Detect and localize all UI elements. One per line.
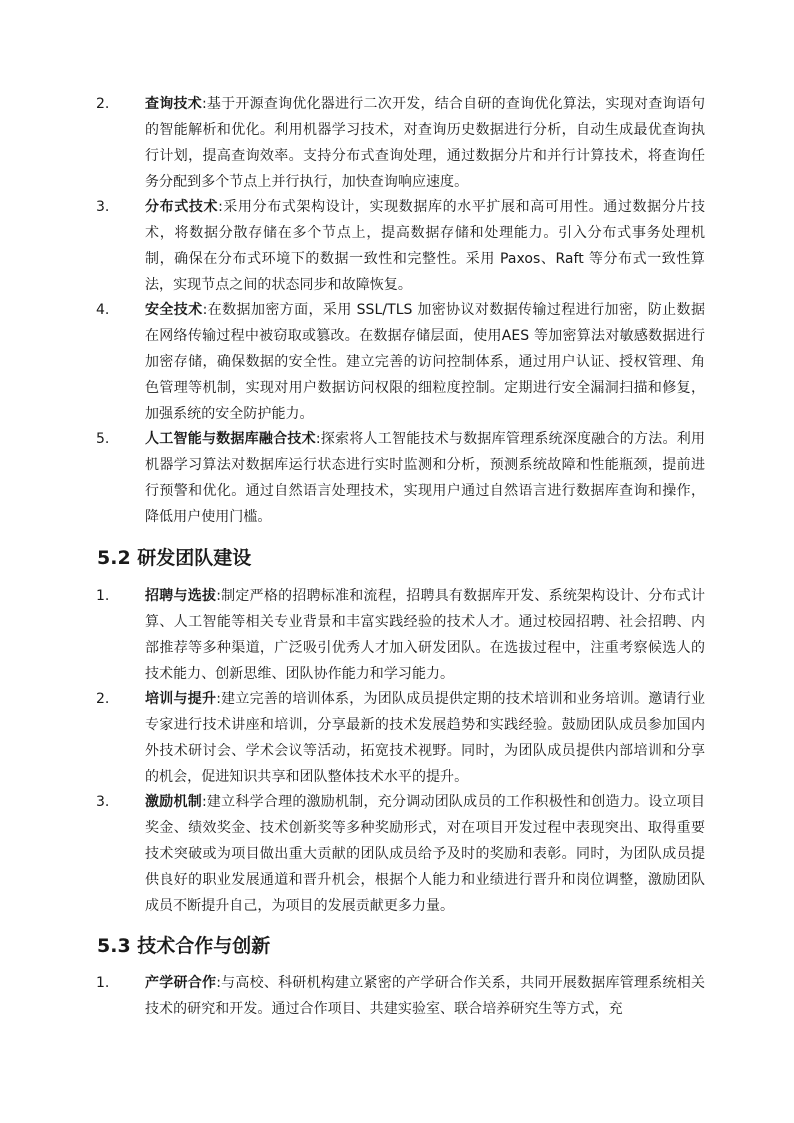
list-item-term: 人工智能与数据库融合技术 [145, 431, 316, 447]
section-heading-5-2: 5.2 研发团队建设 [97, 547, 252, 569]
list-item [0, 583, 794, 686]
list-item-number: 1. [96, 975, 110, 991]
list-item-term: 培训与提升 [145, 691, 217, 707]
section-5-1-list [0, 91, 794, 530]
list-item-text: 在数据加密方面，采用 SSL/TLS 加密协议对数据传输过程进行加密，防止数据在网络传输过程中被窃取或篡改。在数据存储层面，使用AES 等加密算法对敏感数据进行加密存储，确保数据的安全性。建立完善的访问控制体系，通过用户认证、授权管理、角色管理等机制，实现对用户数据访问权限的细粒度控制。定期进行安全漏洞扫描和修复，加强系统的安全防护能力。 [145, 302, 705, 422]
list-item-text: 建立完善的培训体系，为团队成员提供定期的技术培训和业务培训。邀请行业专家进行技术讲座和培训，分享最新的技术发展趋势和实践经验。鼓励团队成员参加国内外技术研讨会、学术会议等活动，拓宽技术视野。同时，为团队成员提供内部培训和分享的机会，促进知识共享和团队整体技术水平的提升。 [145, 691, 706, 785]
list-item [0, 789, 794, 919]
list-item-term: 安全技术 [145, 302, 203, 318]
list-item-separator: : [216, 588, 221, 604]
section-heading-5-3: 5.3 技术合作与创新 [97, 935, 271, 957]
list-item-term: 查询技术 [145, 96, 202, 112]
list-item-body [145, 970, 705, 1022]
list-item-body [145, 686, 705, 790]
list-item-body [145, 91, 705, 195]
list-item [0, 970, 794, 1022]
list-item [0, 91, 794, 194]
list-item-body [145, 789, 705, 919]
list-item-number: 3. [96, 199, 110, 215]
list-item-text: 制定严格的招聘标准和流程，招聘具有数据库开发、系统架构设计、分布式计算、人工智能等相关专业背景和丰富实践经验的技术人才。通过校园招聘、社会招聘、内部推荐等多种渠道，广泛吸引优秀人才加入研发团队。在选拔过程中，注重考察候选人的技术能力、创新思维、团队协作能力和学习能力。 [145, 588, 706, 682]
list-item-body [145, 194, 705, 298]
list-item-text: 基于开源查询优化器进行二次开发，结合自研的查询优化算法，实现对查询语句的智能解析和优化。利用机器学习技术，对查询历史数据进行分析，自动生成最优查询执行计划，提高查询效率。支持分布式查询处理，通过数据分片和并行计算技术，将查询任务分配到多个节点上并行执行，加快查询响应速度。 [145, 96, 706, 190]
list-item-text: 建立科学合理的激励机制，充分调动团队成员的工作积极性和创造力。设立项目奖金、绩效奖金、技术创新奖等多种奖励形式，对在项目开发过程中表现突出、取得重要技术突破或为项目做出重大贡献的团队成员给予及时的奖励和表彰。同时，为团队成员提供良好的职业发展通道和晋升机会，根据个人能力和业绩进行晋升和岗位调整，激励团队成员不断提升自己，为项目的发展贡献更多力量。 [145, 794, 706, 914]
list-item [0, 194, 794, 297]
list-item-number: 3. [96, 794, 110, 810]
list-item [0, 426, 794, 530]
list-item-term: 分布式技术 [145, 199, 219, 215]
list-item-text: 与高校、科研机构建立紧密的产学研合作关系，共同开展数据库管理系统相关技术的研究和开发。通过合作项目、共建实验室、联合培养研究生等方式，充 [145, 975, 706, 1017]
list-item-separator: : [202, 302, 208, 318]
list-item-number: 4. [96, 302, 110, 318]
list-item-number: 1. [96, 588, 110, 604]
section-5-3-list [0, 970, 794, 1022]
list-item-number: 2. [96, 691, 110, 707]
list-item-body [145, 297, 705, 427]
list-item-text: 采用分布式架构设计，实现数据库的水平扩展和高可用性。通过数据分片技术，将数据分散存储在多个节点上，提高数据存储和处理能力。引入分布式事务处理机制，确保在分布式环境下的数据一致性和完整性。采用 Paxos、Raft 等分布式一致性算法，实现节点之间的状态同步和故障恢复。 [145, 199, 705, 293]
list-item-term: 激励机制 [145, 794, 202, 810]
list-item-separator: : [216, 691, 221, 707]
list-item-text: 探索将人工智能技术与数据库管理系统深度融合的方法。利用机器学习算法对数据库运行状态进行实时监测和分析，预测系统故障和性能瓶颈，提前进行预警和优化。通过自然语言处理技术，实现用户通过自然语言进行数据库查询和操作，降低用户使用门槛。 [145, 431, 705, 525]
section-5-2-list [0, 583, 794, 919]
list-item-separator: : [201, 96, 207, 112]
list-item-number: 5. [96, 431, 110, 447]
list-item-separator: : [216, 975, 221, 991]
list-item-separator: : [218, 199, 223, 215]
list-item [0, 297, 794, 426]
list-item-number: 2. [96, 96, 110, 112]
list-item-term: 产学研合作 [145, 975, 217, 991]
list-item [0, 686, 794, 789]
list-item-separator: : [201, 794, 207, 810]
list-item-separator: : [315, 431, 321, 447]
list-item-body [145, 583, 705, 687]
list-item-body [145, 426, 705, 530]
list-item-term: 招聘与选拔 [145, 588, 217, 604]
